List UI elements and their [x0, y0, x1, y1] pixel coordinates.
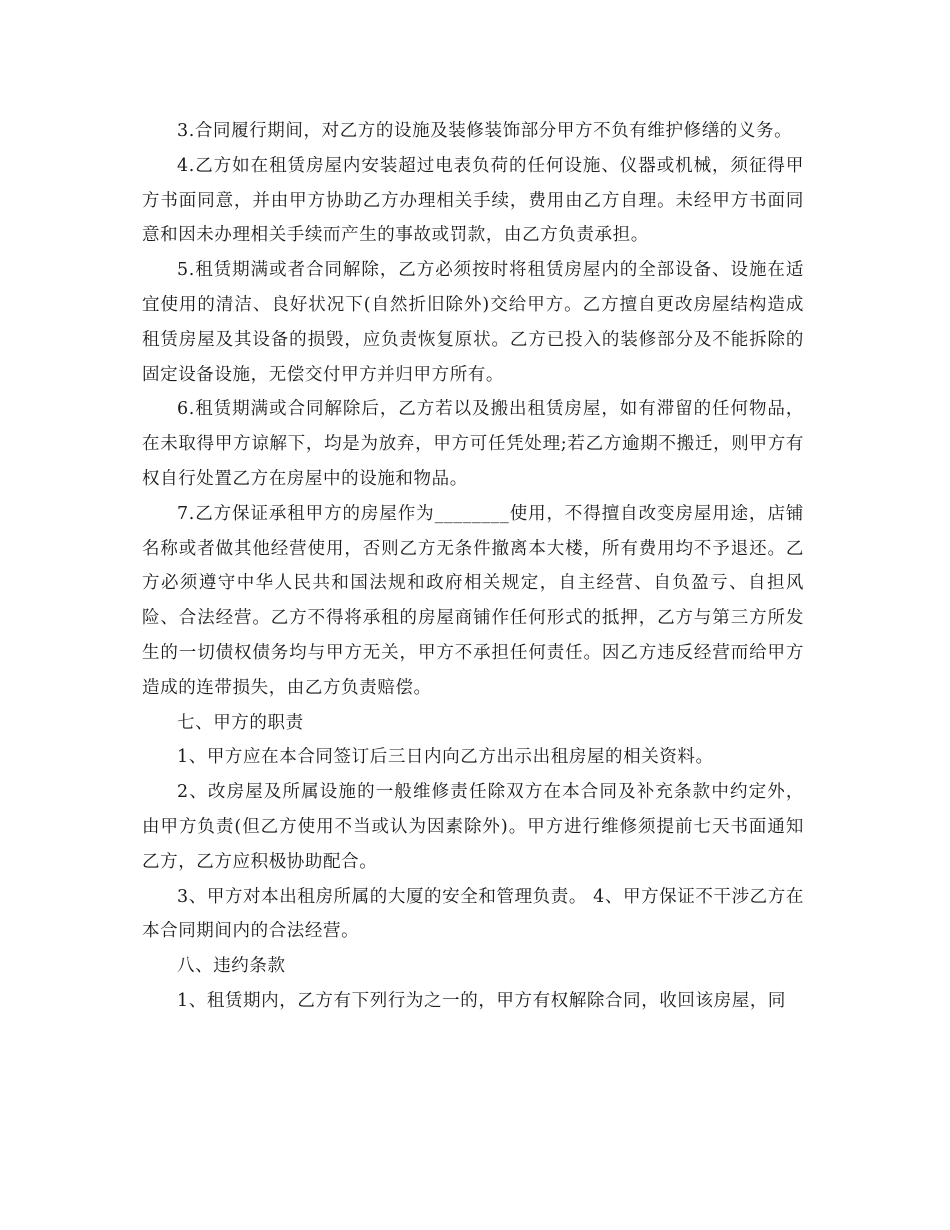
breach-1-termination: 1、租赁期内，乙方有下列行为之一的，甲方有权解除合同，收回该房屋，同 — [177, 990, 787, 1011]
duty-3-4-safety-and-noninterference: 3、甲方对本出租房所属的大厦的安全和管理负责。 4、甲方保证不干涉乙方在本合同期间内的合法经营。 — [142, 886, 804, 942]
duty-1-provide-documents: 1、甲方应在本合同签订后三日内向乙方出示出租房屋的相关资料。 — [177, 747, 714, 768]
clause-7-usage-guarantee: 7.乙方保证承租甲方的房屋作为________使用，不得擅自改变房屋用途，店铺名称或者做其他经营使用，否则乙方无条件撤离本大楼，所有费用均不予退还。乙方必须遵守中华人民共和国法规和政府相关规定，自主经营、自负盈亏、自担风险、合法经营。乙方不得将承租的房屋商铺作任何形式的抵押，乙方与第三方所发生的一切债权债务均与甲方无关，甲方不承担任何责任。因乙方违反经营而给甲方造成的连带损失，由乙方负责赔偿。 — [142, 503, 804, 698]
clause-5-lease-expiry-return: 5.租赁期满或者合同解除，乙方必须按时将租赁房屋内的全部设备、设施在适宜使用的清洁、良好状况下(自然折旧除外)交给甲方。乙方擅自更改房屋结构造成租赁房屋及其设备的损毁，应负责恢复原状。乙方已投入的装修部分及不能拆除的固定设备设施，无偿交付甲方并归甲方所有。 — [142, 260, 804, 385]
duty-2-repairs: 2、改房屋及所属设施的一般维修责任除双方在本合同及补充条款中约定外，由甲方负责(但乙方使用不当或认为因素除外)。甲方进行维修须提前七天书面通知乙方，乙方应积极协助配合。 — [142, 782, 804, 872]
section-heading-lessor-duties: 七、甲方的职责 — [177, 712, 304, 733]
clause-3-maintenance: 3.合同履行期间，对乙方的设施及装修装饰部分甲方不负有维护修缮的义务。 — [177, 121, 793, 141]
section-heading-breach-terms: 八、违约条款 — [177, 956, 286, 977]
clause-6-abandoned-items: 6.租赁期满或合同解除后，乙方若以及搬出租赁房屋，如有滞留的任何物品，在未取得甲方谅解下，均是为放弃，甲方可任凭处理;若乙方逾期不搬迁，则甲方有权自行处置乙方在房屋中的设施和物品。 — [142, 399, 804, 489]
clause-4-electrical-load: 4.乙方如在租赁房屋内安装超过电表负荷的任何设施、仪器或机械，须征得甲方书面同意，并由甲方协助乙方办理相关手续，费用由乙方自理。未经甲方书面同意和因未办理相关手续而产生的事故或罚款，由乙方负责承担。 — [142, 155, 804, 246]
document-body — [142, 114, 804, 1019]
